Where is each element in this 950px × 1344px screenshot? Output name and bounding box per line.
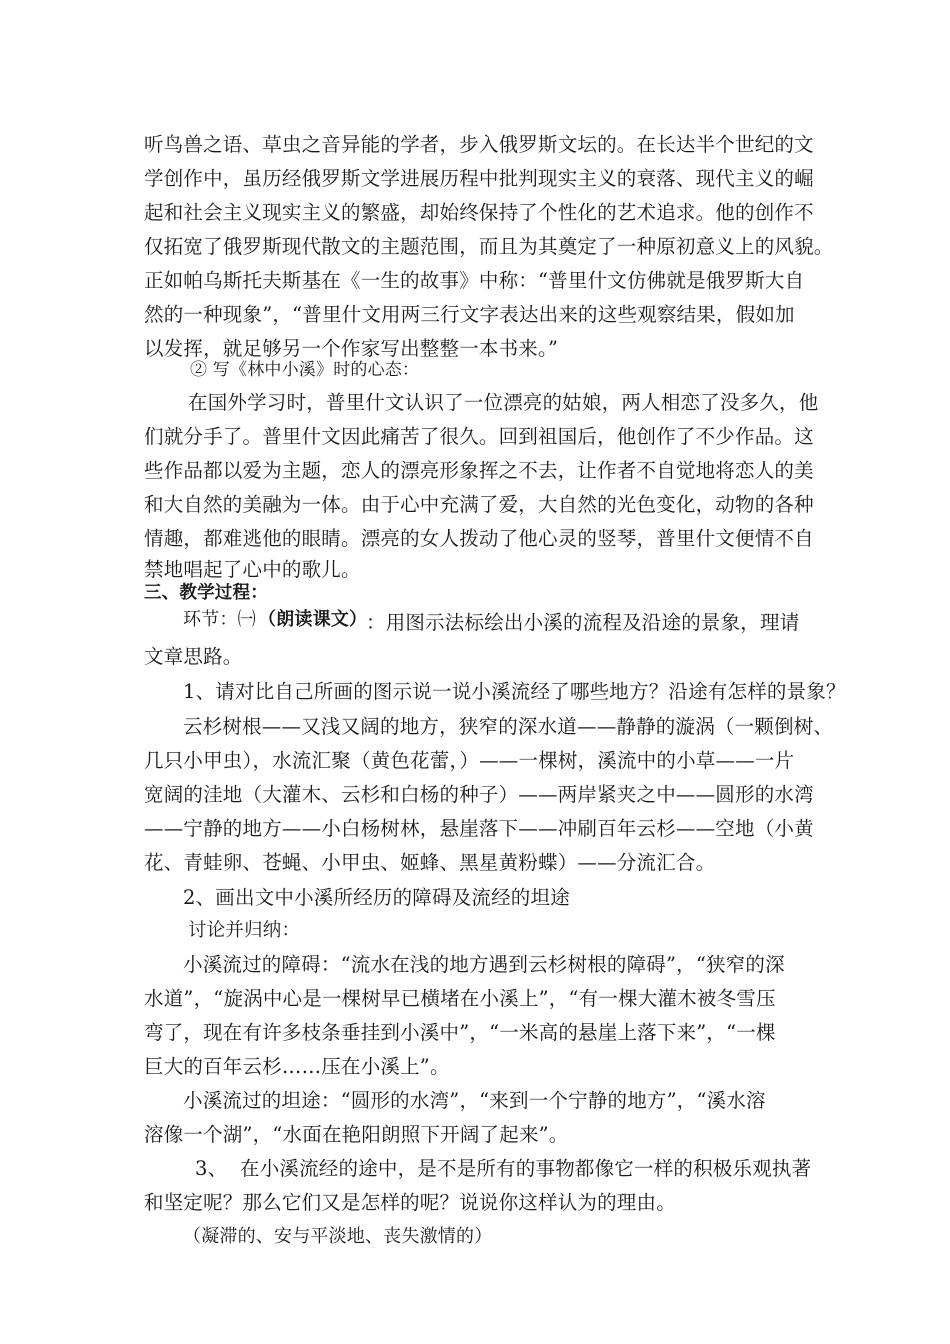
subheading-mindset: ② 写《林中小溪》时的心态： (190, 360, 420, 380)
paragraph-line: 们就分手了。普里什文因此痛苦了很久。回到祖国后，他创作了不少作品。这 (144, 425, 814, 448)
paragraph-line: 小溪流过的障碍：“流水在浅的地方遇到云杉树根的障碍”，“狭窄的深 (183, 953, 785, 976)
question-1: 1、请对比自己所画的图示说一说小溪流经了哪些地方？沿途有怎样的景象？ (183, 680, 846, 703)
paragraph-line: 讨论并归纳： (188, 920, 301, 941)
paragraph-line: 然的一种现象”，“普里什文用两三行文字表达出来的这些观察结果，假如加 (144, 303, 795, 326)
paragraph-line: 和大自然的美融为一体。由于心中充满了爱，大自然的光色变化，动物的各种 (144, 493, 814, 516)
paragraph-line: 和坚定呢？那么它们又是怎样的呢？说说你这样认为的理由。 (144, 1191, 676, 1214)
section-heading: 三、教学过程： (144, 583, 268, 603)
paragraph-line: 听鸟兽之语、草虫之音异能的学者，步入俄罗斯文坛的。在长达半个世纪的文 (144, 133, 814, 156)
paragraph-line: ——宁静的地方——小白杨树林，悬崖落下——冲刷百年云杉——空地（小黄 (144, 817, 814, 840)
paragraph-line: 溶像一个湖”，“水面在艳阳朗照下开阔了起来”。 (144, 1123, 569, 1146)
paragraph-line: 几只小甲虫），水流汇聚（黄色花蕾，）——一棵树，溪流中的小草——一片 (144, 749, 795, 772)
paragraph-line: 在国外学习时，普里什文认识了一位漂亮的姑娘，两人相恋了没多久，他 (188, 391, 819, 414)
paragraph-line: 些作品都以爱为主题，恋人的漂亮形象挥之不去，让作者不自觉地将恋人的美 (144, 459, 814, 482)
question-2: 2、画出文中小溪所经历的障碍及流经的坦途 (183, 886, 570, 909)
paragraph-line: 禁地唱起了心中的歌儿。 (144, 558, 361, 581)
paragraph-line: 巨大的百年云杉……压在小溪上”。 (144, 1055, 450, 1078)
paragraph-line: 文章思路。 (144, 645, 243, 668)
paragraph-line: 学创作中，虽历经俄罗斯文学进展历程中批判现实主义的衰落、现代主义的崛 (144, 167, 814, 190)
paragraph-line: 在小溪流经的途中，是不是所有的事物都像它一样的积极乐观执著 (240, 1157, 812, 1180)
paragraph-line: 仅拓宽了俄罗斯现代散文的主题范围，而且为其奠定了一种原初意义上的风貌。 (144, 235, 834, 258)
paragraph-line: 宽阔的洼地（大灌木、云杉和白杨的种子）——两岸紧夹之中——圆形的水湾 (144, 783, 814, 806)
paragraph-line: 云杉树根——又浅又阔的地方，狭窄的深水道——静静的漩涡（一颗倒树、 (183, 715, 834, 738)
question-3-number: 3、 (195, 1157, 228, 1180)
paragraph-line: 小溪流过的坦途：“圆形的水湾”，“来到一个宁静的地方”，“溪水溶 (183, 1089, 766, 1112)
paragraph-line: 起和社会主义现实主义的繁盛，却始终保持了个性化的艺术追求。他的创作不 (144, 201, 814, 224)
paragraph-line: 花、青蛙卵、苍蝇、小甲虫、姬蜂、黑星黄粉蝶）——分流汇合。 (144, 851, 716, 874)
paragraph-line: （凝滞的、安与平淡地、丧失激情的） (183, 1226, 493, 1247)
paragraph-line: 正如帕乌斯托夫斯基在《一生的故事》中称：“普里什文仿佛就是俄罗斯大自 (144, 269, 805, 292)
step-label: 环节：㈠ (183, 609, 256, 630)
paragraph-line: 水道”，“旋涡中心是一棵树早已横堵在小溪上”，“有一棵大灌木被冬雪压 (144, 987, 776, 1010)
paragraph-line: 情趣，都难逃他的眼睛。漂亮的女人拨动了他心灵的竖琴，普里什文便情不自 (144, 527, 814, 550)
paragraph-line: ：用图示法标绘出小溪的流程及沿途的景象，理请 (366, 611, 800, 634)
paragraph-line: 以发挥，就足够另一个作家写出整整一本书来。” (144, 337, 559, 360)
step-title: （朗读课文） (258, 609, 368, 630)
paragraph-line: 弯了，现在有许多枝条垂挂到小溪中”，“一米高的悬崖上落下来”，“一棵 (144, 1021, 776, 1044)
